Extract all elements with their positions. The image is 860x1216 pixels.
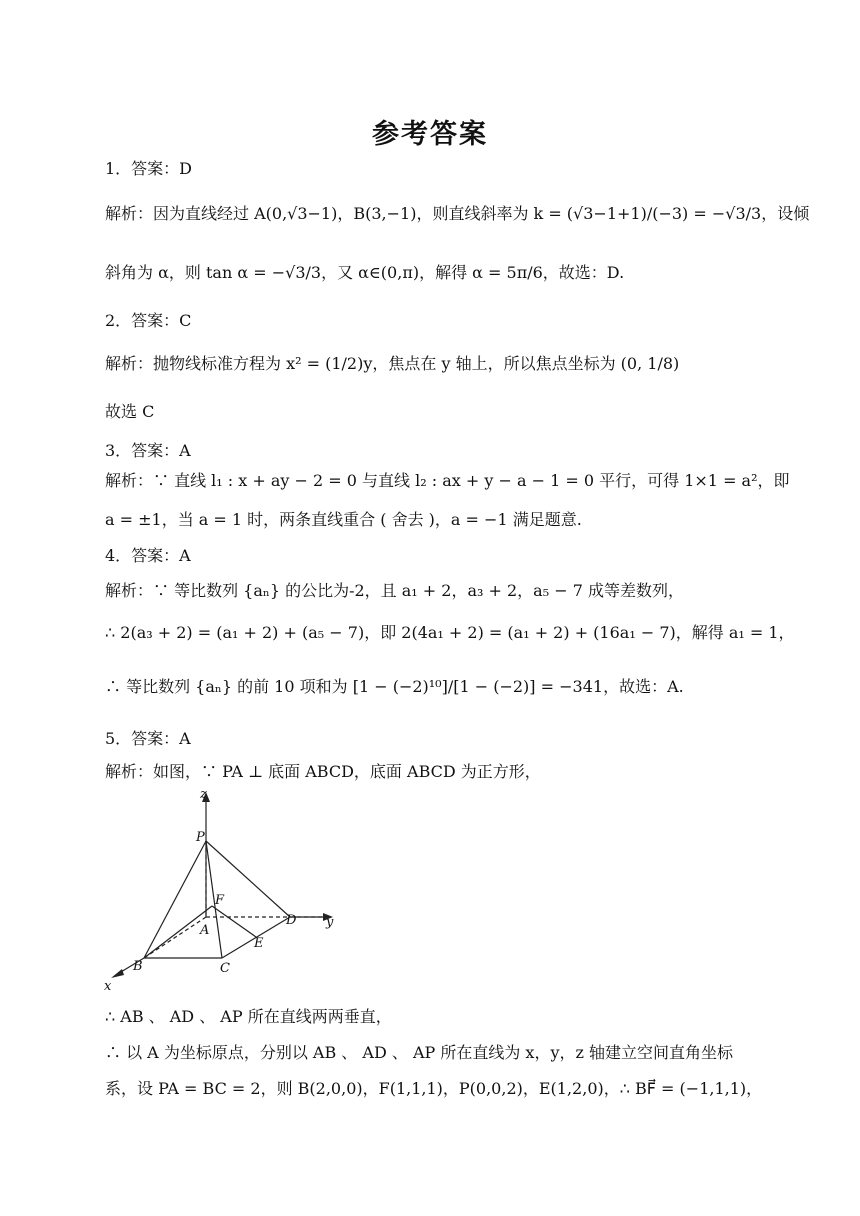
line-q1-ans: 1．答案：D <box>105 159 193 178</box>
label-P: P <box>196 830 205 845</box>
line-q5-ans: 5．答案：A <box>105 729 191 748</box>
line-q2-pick: 故选 C <box>105 402 155 421</box>
line-q4-sol1: 解析：∵ 等比数列 {aₙ} 的公比为-2，且 a₁ + 2，a₃ + 2，a₅ − 7 成等差数列， <box>105 581 684 600</box>
pyramid-figure <box>100 786 350 996</box>
line-q4-sol3: ∴ 等比数列 {aₙ} 的前 10 项和为 [1 − (−2)¹⁰]/[1 − (−2)] = −341，故选：A. <box>105 677 684 696</box>
line-q3-sol2: a = ±1，当 a = 1 时，两条直线重合 ( 舍去 )，a = −1 满足题意. <box>105 510 582 529</box>
x-axis-arrow <box>111 969 124 978</box>
line-q1-sol1: 解析：因为直线经过 A(0,√3−1)，B(3,−1)，则直线斜率为 k = (√3−1+1)/(−3) = −√3/3，设倾 <box>105 204 810 223</box>
line-q2-sol: 解析：抛物线标准方程为 x² = (1/2)y，焦点在 y 轴上，所以焦点坐标为 (0, 1/8) <box>105 354 680 373</box>
edge-AB <box>144 917 206 958</box>
label-y: y <box>326 915 334 930</box>
line-q5-sol3: ∴ 以 A 为坐标原点，分别以 AB 、 AD 、 AP 所在直线为 x，y，z 轴建立空间直角坐标 <box>105 1043 734 1062</box>
line-q4-sol2: ∴ 2(a₃ + 2) = (a₁ + 2) + (a₅ − 7)，即 2(4a₁ + 2) = (a₁ + 2) + (16a₁ − 7)，解得 a₁ = 1， <box>105 623 795 642</box>
label-C: C <box>220 961 230 976</box>
label-B: B <box>133 959 143 974</box>
edge-PB <box>144 841 206 958</box>
line-q3-ans: 3．答案：A <box>105 441 191 460</box>
page-title: 参考答案 <box>372 119 488 150</box>
line-q5-sol4: 系，设 PA = BC = 2，则 B(2,0,0)，F(1,1,1)，P(0,0,2)，E(1,2,0)，∴ BF⃗ = (−1,1,1)， <box>105 1079 763 1098</box>
line-q1-sol2: 斜角为 α，则 tan α = −√3/3，又 α∈(0,π)，解得 α = 5π/6，故选：D. <box>105 263 625 282</box>
line-q5-sol2: ∴ AB 、 AD 、 AP 所在直线两两垂直， <box>105 1007 392 1026</box>
line-q3-sol1: 解析：∵ 直线 l₁ : x + ay − 2 = 0 与直线 l₂ : ax + y − a − 1 = 0 平行，可得 1×1 = a²，即 <box>105 471 790 490</box>
label-A: A <box>200 923 210 938</box>
line-q4-ans: 4．答案：A <box>105 546 191 565</box>
line-q5-sol1: 解析：如图，∵ PA ⊥ 底面 ABCD，底面 ABCD 为正方形， <box>105 762 541 781</box>
label-E: E <box>254 936 264 951</box>
label-D: D <box>286 913 297 928</box>
label-F: F <box>215 893 225 908</box>
line-q2-ans: 2．答案：C <box>105 311 192 330</box>
label-x: x <box>104 979 112 994</box>
label-z: z <box>200 787 207 802</box>
